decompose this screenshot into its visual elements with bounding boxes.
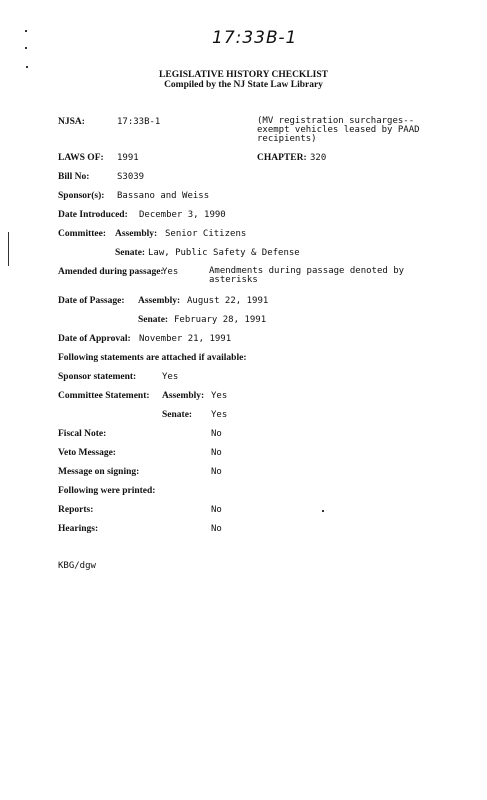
page-subtitle: Compiled by the NJ State Law Library — [164, 80, 323, 90]
bill-no-value: S3039 — [117, 172, 145, 182]
committee-statement-senate-label: Senate: — [162, 410, 193, 420]
scan-mark — [25, 47, 27, 49]
committee-statement-label: Committee Statement: — [58, 391, 150, 401]
date-of-approval-value: November 21, 1991 — [139, 334, 232, 344]
njsa-note-line3: recipients) — [257, 134, 317, 144]
veto-message-value: No — [211, 448, 222, 458]
passage-senate-label: Senate: — [138, 315, 169, 325]
statements-heading: Following statements are attached if available: — [58, 353, 247, 363]
date-of-approval-label: Date of Approval: — [58, 334, 131, 344]
sponsors-value: Bassano and Weiss — [117, 191, 210, 201]
laws-of-label: LAWS OF: — [58, 153, 104, 163]
njsa-note-line2: exempt vehicles leased by PAAD — [257, 125, 420, 135]
fiscal-note-value: No — [211, 429, 222, 439]
message-on-signing-value: No — [211, 467, 222, 477]
bill-no-label: Bill No: — [58, 172, 90, 182]
njsa-note-line1: (MV registration surcharges-- — [257, 116, 415, 126]
committee-senate-value: Law, Public Safety & Defense — [148, 248, 300, 258]
chapter-label: CHAPTER: — [257, 153, 307, 163]
amended-note-line1: Amendments during passage denoted by — [209, 266, 405, 276]
committee-statement-assembly-value: Yes — [211, 391, 228, 401]
committee-senate-label: Senate: — [115, 248, 146, 258]
sponsors-label: Sponsor(s): — [58, 191, 105, 201]
page-title: LEGISLATIVE HISTORY CHECKLIST — [159, 70, 328, 80]
amended-note-line2: asterisks — [209, 275, 258, 285]
committee-assembly-value: Senior Citizens — [165, 229, 247, 239]
margin-line — [8, 232, 9, 266]
fiscal-note-label: Fiscal Note: — [58, 429, 107, 439]
typist-initials: KBG/dgw — [58, 561, 96, 571]
date-of-passage-label: Date of Passage: — [58, 296, 125, 306]
scan-mark — [322, 510, 324, 512]
njsa-value: 17:33B-1 — [117, 117, 161, 127]
committee-statement-senate-value: Yes — [211, 410, 228, 420]
njsa-label: NJSA: — [58, 117, 85, 127]
passage-assembly-value: August 22, 1991 — [187, 296, 269, 306]
committee-assembly-label: Assembly: — [115, 229, 158, 239]
message-on-signing-label: Message on signing: — [58, 467, 140, 477]
date-introduced-label: Date Introduced: — [58, 210, 128, 220]
passage-senate-value: February 28, 1991 — [174, 315, 267, 325]
scan-mark — [26, 66, 28, 68]
sponsor-statement-value: Yes — [162, 372, 179, 382]
chapter-value: 320 — [310, 153, 327, 163]
date-introduced-value: December 3, 1990 — [139, 210, 226, 220]
passage-assembly-label: Assembly: — [138, 296, 181, 306]
amended-label: Amended during passage: — [58, 267, 164, 277]
hearings-label: Hearings: — [58, 524, 99, 534]
printed-heading: Following were printed: — [58, 486, 156, 496]
sponsor-statement-label: Sponsor statement: — [58, 372, 137, 382]
reports-value: No — [211, 505, 222, 515]
committee-statement-assembly-label: Assembly: — [162, 391, 205, 401]
scan-mark — [25, 30, 27, 32]
veto-message-label: Veto Message: — [58, 448, 116, 458]
reports-label: Reports: — [58, 505, 94, 515]
handwritten-number: 17:33B-1 — [212, 28, 298, 48]
committee-label: Committee: — [58, 229, 107, 239]
hearings-value: No — [211, 524, 222, 534]
laws-of-value: 1991 — [117, 153, 139, 163]
amended-value: Yes — [162, 267, 179, 277]
